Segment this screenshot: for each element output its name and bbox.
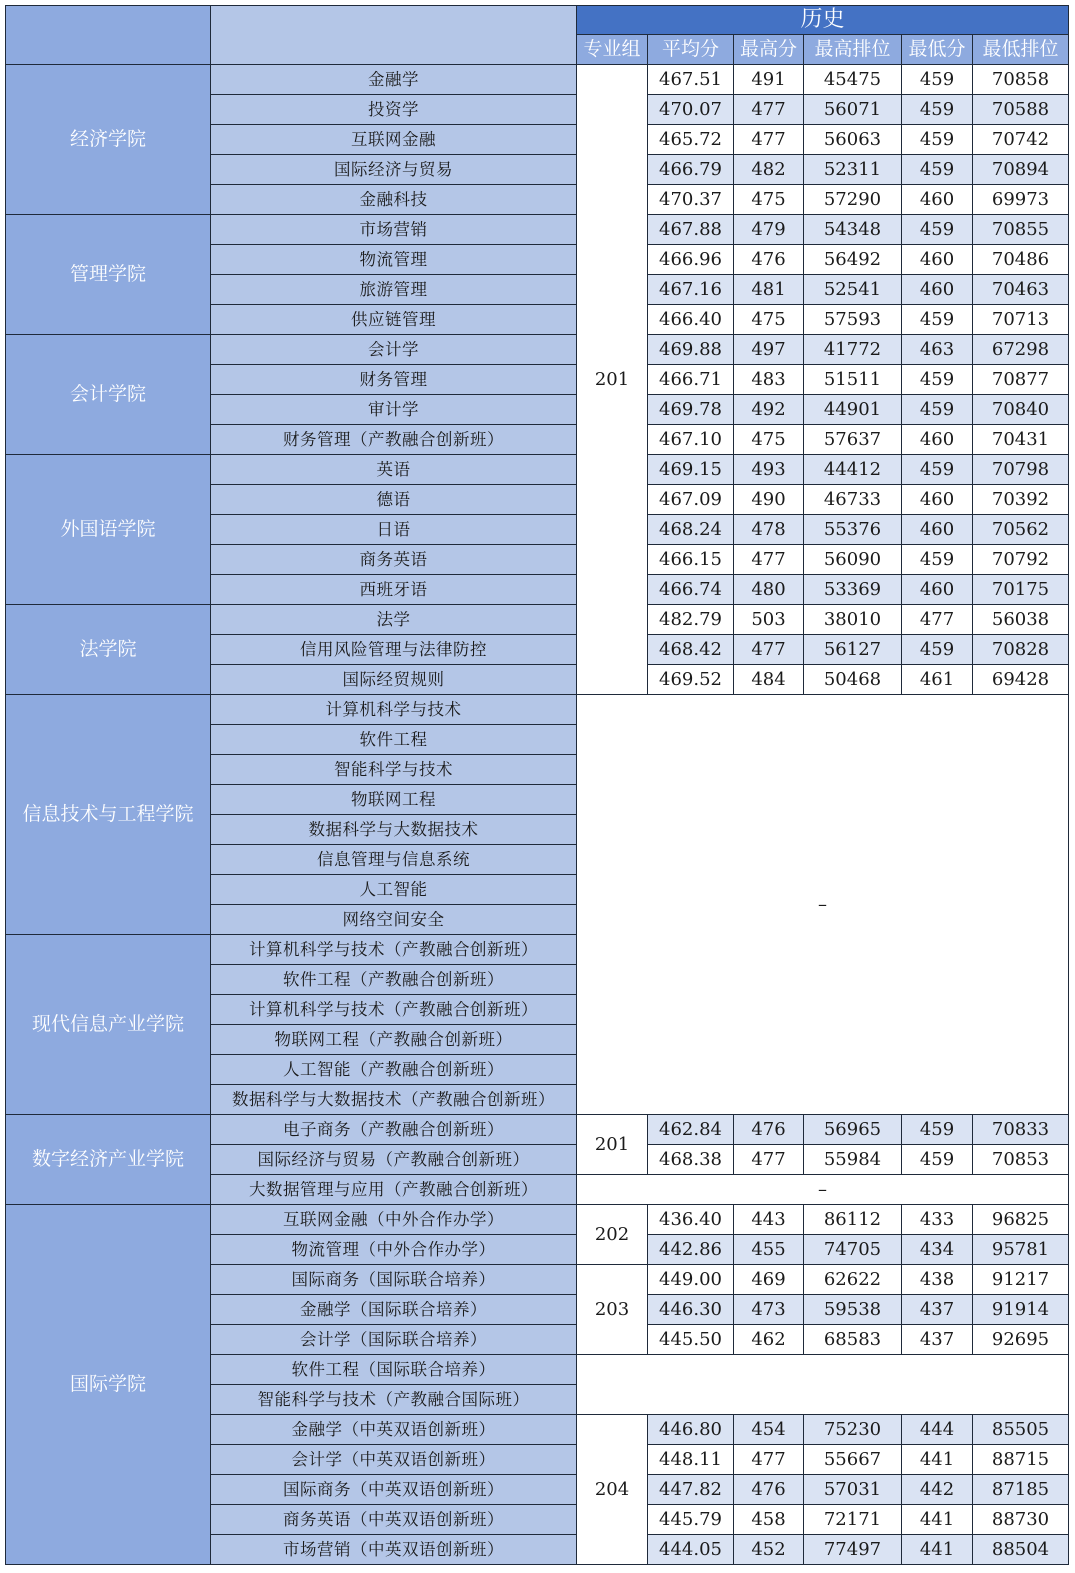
avg-score-cell: 467.09 (648, 485, 734, 515)
major-name: 计算机科学与技术（产教融合创新班） (211, 935, 577, 965)
min-rank-cell: 92695 (973, 1325, 1069, 1355)
min-score-cell: 461 (902, 665, 973, 695)
major-name: 软件工程（国际联合培养） (211, 1355, 577, 1385)
avg-score-cell: 447.82 (648, 1475, 734, 1505)
major-name: 软件工程（产教融合创新班） (211, 965, 577, 995)
max-score-cell: 480 (734, 575, 804, 605)
min-score-cell: 460 (902, 575, 973, 605)
min-score-cell: 460 (902, 245, 973, 275)
max-score-cell: 477 (734, 635, 804, 665)
max-rank-cell: 54348 (804, 215, 902, 245)
major-group-code: 201 (577, 65, 648, 695)
major-name: 数据科学与大数据技术（产教融合创新班） (211, 1085, 577, 1115)
avg-score-cell: 468.42 (648, 635, 734, 665)
college-name: 数字经济产业学院 (6, 1115, 211, 1205)
major-name: 金融学（中英双语创新班） (211, 1415, 577, 1445)
max-rank-cell: 44412 (804, 455, 902, 485)
max-score-cell: 455 (734, 1235, 804, 1265)
major-name: 国际经济与贸易 (211, 155, 577, 185)
max-rank-cell: 56063 (804, 125, 902, 155)
min-rank-cell: 70463 (973, 275, 1069, 305)
avg-score-cell: 466.79 (648, 155, 734, 185)
major-group-code: 202 (577, 1205, 648, 1265)
max-rank-cell: 56071 (804, 95, 902, 125)
max-rank-cell: 46733 (804, 485, 902, 515)
major-name: 人工智能 (211, 875, 577, 905)
max-rank-cell: 57031 (804, 1475, 902, 1505)
min-rank-cell: 70486 (973, 245, 1069, 275)
min-score-cell: 441 (902, 1505, 973, 1535)
min-rank-cell: 70798 (973, 455, 1069, 485)
max-rank-cell: 75230 (804, 1415, 902, 1445)
major-name: 旅游管理 (211, 275, 577, 305)
avg-score-cell: 466.15 (648, 545, 734, 575)
avg-score-cell: 449.00 (648, 1265, 734, 1295)
table-row (6, 335, 1069, 365)
avg-score-cell: 465.72 (648, 125, 734, 155)
max-score-cell: 477 (734, 545, 804, 575)
major-name: 会计学 (211, 335, 577, 365)
college-name: 法学院 (6, 605, 211, 695)
min-rank-cell: 70392 (973, 485, 1069, 515)
max-rank-cell: 53369 (804, 575, 902, 605)
avg-score-cell: 482.79 (648, 605, 734, 635)
min-rank-cell: 70713 (973, 305, 1069, 335)
min-rank-cell: 70855 (973, 215, 1069, 245)
major-name: 金融学（国际联合培养） (211, 1295, 577, 1325)
max-score-cell: 490 (734, 485, 804, 515)
max-rank-cell: 55984 (804, 1145, 902, 1175)
min-rank-cell: 91914 (973, 1295, 1069, 1325)
major-name: 国际经贸规则 (211, 665, 577, 695)
major-name: 智能科学与技术 (211, 755, 577, 785)
major-name: 日语 (211, 515, 577, 545)
major-name: 国际经济与贸易（产教融合创新班） (211, 1145, 577, 1175)
min-score-cell: 460 (902, 185, 973, 215)
max-rank-cell: 55376 (804, 515, 902, 545)
max-rank-cell: 86112 (804, 1205, 902, 1235)
max-score-cell: 476 (734, 1115, 804, 1145)
avg-score-cell: 467.88 (648, 215, 734, 245)
major-name: 互联网金融 (211, 125, 577, 155)
avg-score-cell: 467.16 (648, 275, 734, 305)
col-header-group: 专业组 (577, 35, 648, 65)
major-name: 智能科学与技术（产教融合国际班） (211, 1385, 577, 1415)
min-score-cell: 459 (902, 215, 973, 245)
max-score-cell: 462 (734, 1325, 804, 1355)
min-score-cell: 459 (902, 1145, 973, 1175)
min-rank-cell: 96825 (973, 1205, 1069, 1235)
major-name: 物流管理（中外合作办学） (211, 1235, 577, 1265)
table-row (6, 605, 1069, 635)
major-name: 法学 (211, 605, 577, 635)
avg-score-cell: 470.07 (648, 95, 734, 125)
avg-score-cell: 445.79 (648, 1505, 734, 1535)
min-rank-cell: 69428 (973, 665, 1069, 695)
major-name: 物联网工程 (211, 785, 577, 815)
min-score-cell: 459 (902, 635, 973, 665)
min-score-cell: 437 (902, 1325, 973, 1355)
major-name: 西班牙语 (211, 575, 577, 605)
table-row (6, 455, 1069, 485)
major-name: 人工智能（产教融合创新班） (211, 1055, 577, 1085)
min-score-cell: 459 (902, 395, 973, 425)
min-score-cell: 459 (902, 155, 973, 185)
min-rank-cell: 70894 (973, 155, 1069, 185)
college-name: 信息技术与工程学院 (6, 695, 211, 935)
max-score-cell: 475 (734, 185, 804, 215)
no-data-cell (577, 1355, 1069, 1415)
min-score-cell: 433 (902, 1205, 973, 1235)
min-score-cell: 460 (902, 485, 973, 515)
major-name: 软件工程 (211, 725, 577, 755)
major-name: 物流管理 (211, 245, 577, 275)
min-score-cell: 444 (902, 1415, 973, 1445)
max-score-cell: 491 (734, 65, 804, 95)
major-name: 数据科学与大数据技术 (211, 815, 577, 845)
college-name: 管理学院 (6, 215, 211, 335)
max-score-cell: 477 (734, 1145, 804, 1175)
max-score-cell: 479 (734, 215, 804, 245)
avg-score-cell: 462.84 (648, 1115, 734, 1145)
max-score-cell: 477 (734, 1445, 804, 1475)
max-score-cell: 476 (734, 245, 804, 275)
major-name: 互联网金融（中外合作办学） (211, 1205, 577, 1235)
min-score-cell: 463 (902, 335, 973, 365)
avg-score-cell: 466.71 (648, 365, 734, 395)
max-score-cell: 475 (734, 425, 804, 455)
avg-score-cell: 466.96 (648, 245, 734, 275)
max-rank-cell: 52541 (804, 275, 902, 305)
major-group-code: 204 (577, 1415, 648, 1565)
college-name: 现代信息产业学院 (6, 935, 211, 1115)
min-rank-cell: 70562 (973, 515, 1069, 545)
col-header-avg: 平均分 (648, 35, 734, 65)
min-rank-cell: 88730 (973, 1505, 1069, 1535)
min-score-cell: 441 (902, 1535, 973, 1565)
min-score-cell: 441 (902, 1445, 973, 1475)
major-group-code: 203 (577, 1265, 648, 1355)
major-name: 商务英语 (211, 545, 577, 575)
max-rank-cell: 57593 (804, 305, 902, 335)
min-score-cell: 460 (902, 425, 973, 455)
header-row-subject (6, 6, 1069, 35)
max-score-cell: 483 (734, 365, 804, 395)
max-score-cell: 475 (734, 305, 804, 335)
col-header-min: 最低分 (902, 35, 973, 65)
college-name: 经济学院 (6, 65, 211, 215)
min-score-cell: 459 (902, 305, 973, 335)
max-rank-cell: 57290 (804, 185, 902, 215)
max-score-cell: 493 (734, 455, 804, 485)
table-row (6, 215, 1069, 245)
min-rank-cell: 70858 (973, 65, 1069, 95)
avg-score-cell: 466.40 (648, 305, 734, 335)
major-name: 会计学（国际联合培养） (211, 1325, 577, 1355)
min-score-cell: 459 (902, 545, 973, 575)
avg-score-cell: 444.05 (648, 1535, 734, 1565)
admission-score-table (5, 5, 1069, 1565)
max-score-cell: 482 (734, 155, 804, 185)
min-rank-cell: 70588 (973, 95, 1069, 125)
major-name: 计算机科学与技术（产教融合创新班） (211, 995, 577, 1025)
max-rank-cell: 38010 (804, 605, 902, 635)
min-rank-cell: 70431 (973, 425, 1069, 455)
min-rank-cell: 70792 (973, 545, 1069, 575)
avg-score-cell: 467.10 (648, 425, 734, 455)
min-rank-cell: 95781 (973, 1235, 1069, 1265)
min-rank-cell: 70840 (973, 395, 1069, 425)
major-name: 财务管理（产教融合创新班） (211, 425, 577, 455)
max-rank-cell: 45475 (804, 65, 902, 95)
col-header-max-rank: 最高排位 (804, 35, 902, 65)
max-score-cell: 452 (734, 1535, 804, 1565)
min-rank-cell: 70877 (973, 365, 1069, 395)
min-rank-cell: 85505 (973, 1415, 1069, 1445)
min-score-cell: 437 (902, 1295, 973, 1325)
min-rank-cell: 88715 (973, 1445, 1069, 1475)
major-name: 供应链管理 (211, 305, 577, 335)
avg-score-cell: 468.38 (648, 1145, 734, 1175)
avg-score-cell: 442.86 (648, 1235, 734, 1265)
min-rank-cell: 91217 (973, 1265, 1069, 1295)
avg-score-cell: 469.52 (648, 665, 734, 695)
min-score-cell: 459 (902, 65, 973, 95)
max-rank-cell: 51511 (804, 365, 902, 395)
table-row (6, 65, 1069, 95)
max-score-cell: 492 (734, 395, 804, 425)
min-rank-cell: 88504 (973, 1535, 1069, 1565)
table-row (6, 695, 1069, 725)
max-score-cell: 454 (734, 1415, 804, 1445)
min-score-cell: 459 (902, 365, 973, 395)
major-name: 金融科技 (211, 185, 577, 215)
max-rank-cell: 56090 (804, 545, 902, 575)
col-header-max: 最高分 (734, 35, 804, 65)
min-rank-cell: 70833 (973, 1115, 1069, 1145)
table-row (6, 1115, 1069, 1145)
no-data-cell: – (577, 1175, 1069, 1205)
max-rank-cell: 56492 (804, 245, 902, 275)
min-score-cell: 434 (902, 1235, 973, 1265)
avg-score-cell: 468.24 (648, 515, 734, 545)
table-row (6, 1205, 1069, 1235)
major-name: 金融学 (211, 65, 577, 95)
major-name: 国际商务（中英双语创新班） (211, 1475, 577, 1505)
min-score-cell: 460 (902, 275, 973, 305)
avg-score-cell: 469.15 (648, 455, 734, 485)
major-name: 投资学 (211, 95, 577, 125)
major-name: 网络空间安全 (211, 905, 577, 935)
max-rank-cell: 57637 (804, 425, 902, 455)
avg-score-cell: 436.40 (648, 1205, 734, 1235)
max-rank-cell: 59538 (804, 1295, 902, 1325)
max-score-cell: 484 (734, 665, 804, 695)
avg-score-cell: 466.74 (648, 575, 734, 605)
max-score-cell: 473 (734, 1295, 804, 1325)
min-rank-cell: 70853 (973, 1145, 1069, 1175)
major-name: 商务英语（中英双语创新班） (211, 1505, 577, 1535)
min-score-cell: 442 (902, 1475, 973, 1505)
major-name: 市场营销（中英双语创新班） (211, 1535, 577, 1565)
major-name: 审计学 (211, 395, 577, 425)
no-data-cell: – (577, 695, 1069, 1115)
min-score-cell: 459 (902, 95, 973, 125)
max-score-cell: 503 (734, 605, 804, 635)
major-group-code: 201 (577, 1115, 648, 1175)
major-name: 财务管理 (211, 365, 577, 395)
max-rank-cell: 74705 (804, 1235, 902, 1265)
header-college-blank (6, 6, 211, 65)
max-rank-cell: 50468 (804, 665, 902, 695)
major-name: 计算机科学与技术 (211, 695, 577, 725)
max-score-cell: 443 (734, 1205, 804, 1235)
max-score-cell: 458 (734, 1505, 804, 1535)
max-score-cell: 481 (734, 275, 804, 305)
major-name: 物联网工程（产教融合创新班） (211, 1025, 577, 1055)
min-score-cell: 459 (902, 125, 973, 155)
max-score-cell: 477 (734, 95, 804, 125)
avg-score-cell: 470.37 (648, 185, 734, 215)
max-rank-cell: 56965 (804, 1115, 902, 1145)
avg-score-cell: 448.11 (648, 1445, 734, 1475)
max-score-cell: 478 (734, 515, 804, 545)
avg-score-cell: 469.78 (648, 395, 734, 425)
college-name: 会计学院 (6, 335, 211, 455)
major-name: 国际商务（国际联合培养） (211, 1265, 577, 1295)
major-name: 信息管理与信息系统 (211, 845, 577, 875)
min-score-cell: 438 (902, 1265, 973, 1295)
avg-score-cell: 446.30 (648, 1295, 734, 1325)
major-name: 市场营销 (211, 215, 577, 245)
min-rank-cell: 69973 (973, 185, 1069, 215)
major-name: 电子商务（产教融合创新班） (211, 1115, 577, 1145)
max-score-cell: 497 (734, 335, 804, 365)
max-rank-cell: 72171 (804, 1505, 902, 1535)
max-rank-cell: 68583 (804, 1325, 902, 1355)
max-rank-cell: 44901 (804, 395, 902, 425)
min-rank-cell: 70175 (973, 575, 1069, 605)
major-name: 大数据管理与应用（产教融合创新班） (211, 1175, 577, 1205)
max-rank-cell: 41772 (804, 335, 902, 365)
max-rank-cell: 62622 (804, 1265, 902, 1295)
subject-title: 历史 (577, 6, 1069, 35)
max-score-cell: 477 (734, 125, 804, 155)
min-rank-cell: 56038 (973, 605, 1069, 635)
min-rank-cell: 67298 (973, 335, 1069, 365)
col-header-min-rank: 最低排位 (973, 35, 1069, 65)
min-score-cell: 460 (902, 515, 973, 545)
min-score-cell: 459 (902, 455, 973, 485)
header-major-blank (211, 6, 577, 65)
major-name: 会计学（中英双语创新班） (211, 1445, 577, 1475)
avg-score-cell: 467.51 (648, 65, 734, 95)
min-rank-cell: 70828 (973, 635, 1069, 665)
college-name: 外国语学院 (6, 455, 211, 605)
min-rank-cell: 87185 (973, 1475, 1069, 1505)
max-score-cell: 476 (734, 1475, 804, 1505)
max-rank-cell: 77497 (804, 1535, 902, 1565)
major-name: 信用风险管理与法律防控 (211, 635, 577, 665)
min-score-cell: 459 (902, 1115, 973, 1145)
min-rank-cell: 70742 (973, 125, 1069, 155)
max-rank-cell: 52311 (804, 155, 902, 185)
avg-score-cell: 446.80 (648, 1415, 734, 1445)
major-name: 德语 (211, 485, 577, 515)
major-name: 英语 (211, 455, 577, 485)
max-score-cell: 469 (734, 1265, 804, 1295)
avg-score-cell: 469.88 (648, 335, 734, 365)
min-score-cell: 477 (902, 605, 973, 635)
college-name: 国际学院 (6, 1205, 211, 1565)
max-rank-cell: 56127 (804, 635, 902, 665)
avg-score-cell: 445.50 (648, 1325, 734, 1355)
max-rank-cell: 55667 (804, 1445, 902, 1475)
